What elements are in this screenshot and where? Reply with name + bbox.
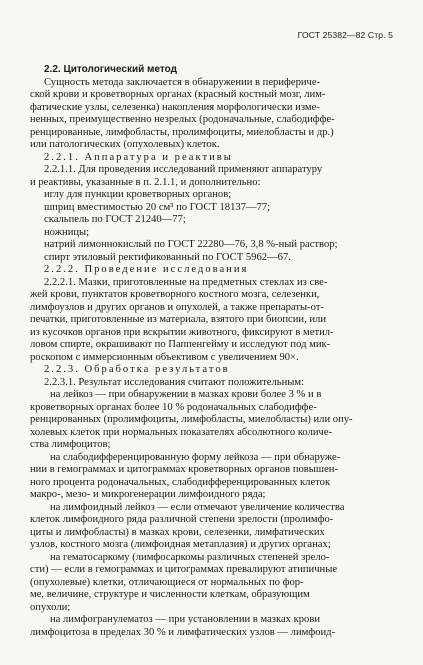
text-line: 2.2.3. Обработка результатов: [44, 364, 230, 375]
text-line: 2.2.2. Проведение исследования: [44, 264, 249, 275]
text-line: на лимфогранулематоз — при установлении в мазках крови: [50, 614, 321, 625]
text-line: на лейкоз — при обнаружении в мазках крови более 3 % и в: [50, 389, 322, 400]
text-line: 2.2.1.1. Для проведения исследований применяют аппаратуру: [44, 164, 323, 175]
text-line: Сущность метода заключается в обнаружении в перифериче-: [44, 76, 321, 88]
text-line: и реактивы, указанные в п. 2.1.1, и дополнительно:: [30, 176, 261, 188]
text-line: на слабодифференцированную форму лейкоза — при обнаруже-: [50, 451, 341, 463]
text-line: печатки, приготовленные из материала, взятого при биопсии, или: [30, 314, 327, 325]
text-line: ства лимфоцитов;: [30, 439, 111, 450]
text-line: опухоли;: [30, 601, 71, 613]
text-line: нии в гемограммах и цитограммах кроветворных органов повышен-: [30, 464, 338, 475]
text-line: ской крови и кроветворных органах (красный костный мозг, лим-: [30, 89, 326, 100]
text-line: 2.2.1. Аппаратура и реактивы: [44, 151, 233, 163]
text-line: натрий лимоннокислый по ГОСТ 22280—76, 3,8 %-ный раствор;: [44, 239, 338, 250]
text-line: 2.2. Цитологический метод: [44, 64, 177, 75]
text-line: сти) — если в гемограммах и цитограммах превалируют атипичные: [30, 564, 338, 575]
text-line: 2.2.3.1. Результат исследования считают положительным:: [44, 376, 305, 388]
text-line: ножницы;: [44, 226, 90, 238]
text-line: или патологических (опухолевых) клеток.: [30, 139, 220, 150]
page-header: ГОСТ 25382—82 Стр. 5: [297, 30, 393, 40]
text-line: лимфоцитоза в пределах 30 % и лимфатических узлов — лимфоид-: [30, 626, 336, 638]
text-line: скальпель по ГОСТ 21240—77;: [44, 214, 186, 225]
text-line: циты и лимфобласты) в мазках крови, селезенки, лимфатических: [30, 526, 325, 538]
text-line: спирт этиловый ректификованный по ГОСТ 5962—67.: [44, 251, 291, 263]
text-line: ренцированные, лимфобласты, пролимфоциты, миелобласты и др.): [30, 126, 334, 138]
text-line: холевых клеток при нормальных показателях абсолютного количе-: [30, 426, 333, 438]
text-line: ненных, преимущественно незрелых (родоначальные, слабодиффе-: [30, 114, 335, 125]
text-line: (опухолевые) клетки, отличающиеся от нормальных по фор-: [30, 576, 304, 588]
text-line: шприц вместимостью 20 см³ по ГОСТ 18137—77;: [44, 201, 271, 213]
document-body: [30, 64, 400, 639]
text-line: на гематосаркому (лимфосаркомы различных степеней зрело-: [50, 551, 330, 563]
text-line: лимфоузлов и других органов и опухолей, а также препараты-от-: [30, 301, 324, 313]
text-line: 2.2.2.1. Мазки, приготовленные на предметных стеклах из све-: [44, 276, 328, 288]
text-line: иглу для пункции кроветворных органов;: [44, 189, 232, 200]
text-line: на лимфоидный лейкоз — если отмечают увеличение количества: [50, 501, 345, 513]
text-line: ного процента родоначальных, слабодифференцированных клеток: [30, 476, 331, 488]
text-line: роскопом с иммерсионным объективом с увеличением 90×.: [30, 351, 299, 363]
text-line: ме, величине, структуре и численности клеткам, образующим: [30, 589, 310, 600]
text-line: узлов, костного мозга (лимфоидная метаплазия) и других органах;: [30, 539, 331, 550]
text-line: клеток лимфоидного ряда различной степени зрелости (пролимфо-: [30, 514, 334, 525]
text-line: жей крови, пунктатов кроветворного костного мозга, селезенки,: [30, 289, 320, 300]
text-line: ренцированных (пролимфоциты, лимфобласты, миелобласты) или опу-: [30, 414, 353, 425]
text-line: ловом спирте, окрашивают по Паппенгейму и исследуют под мик-: [30, 339, 331, 350]
text-line: из кусочков органов при вскрытии животного, фиксируют в метил-: [30, 326, 334, 338]
text-line: кроветворных органах более 10 % родоначальных слабодиффе-: [30, 401, 317, 413]
text-line: фатические узлы, селезенка) накопления морфологически изме-: [30, 101, 320, 113]
text-line: макро-, мезо- и микрогенерации лимфоидного ряда;: [30, 489, 266, 500]
